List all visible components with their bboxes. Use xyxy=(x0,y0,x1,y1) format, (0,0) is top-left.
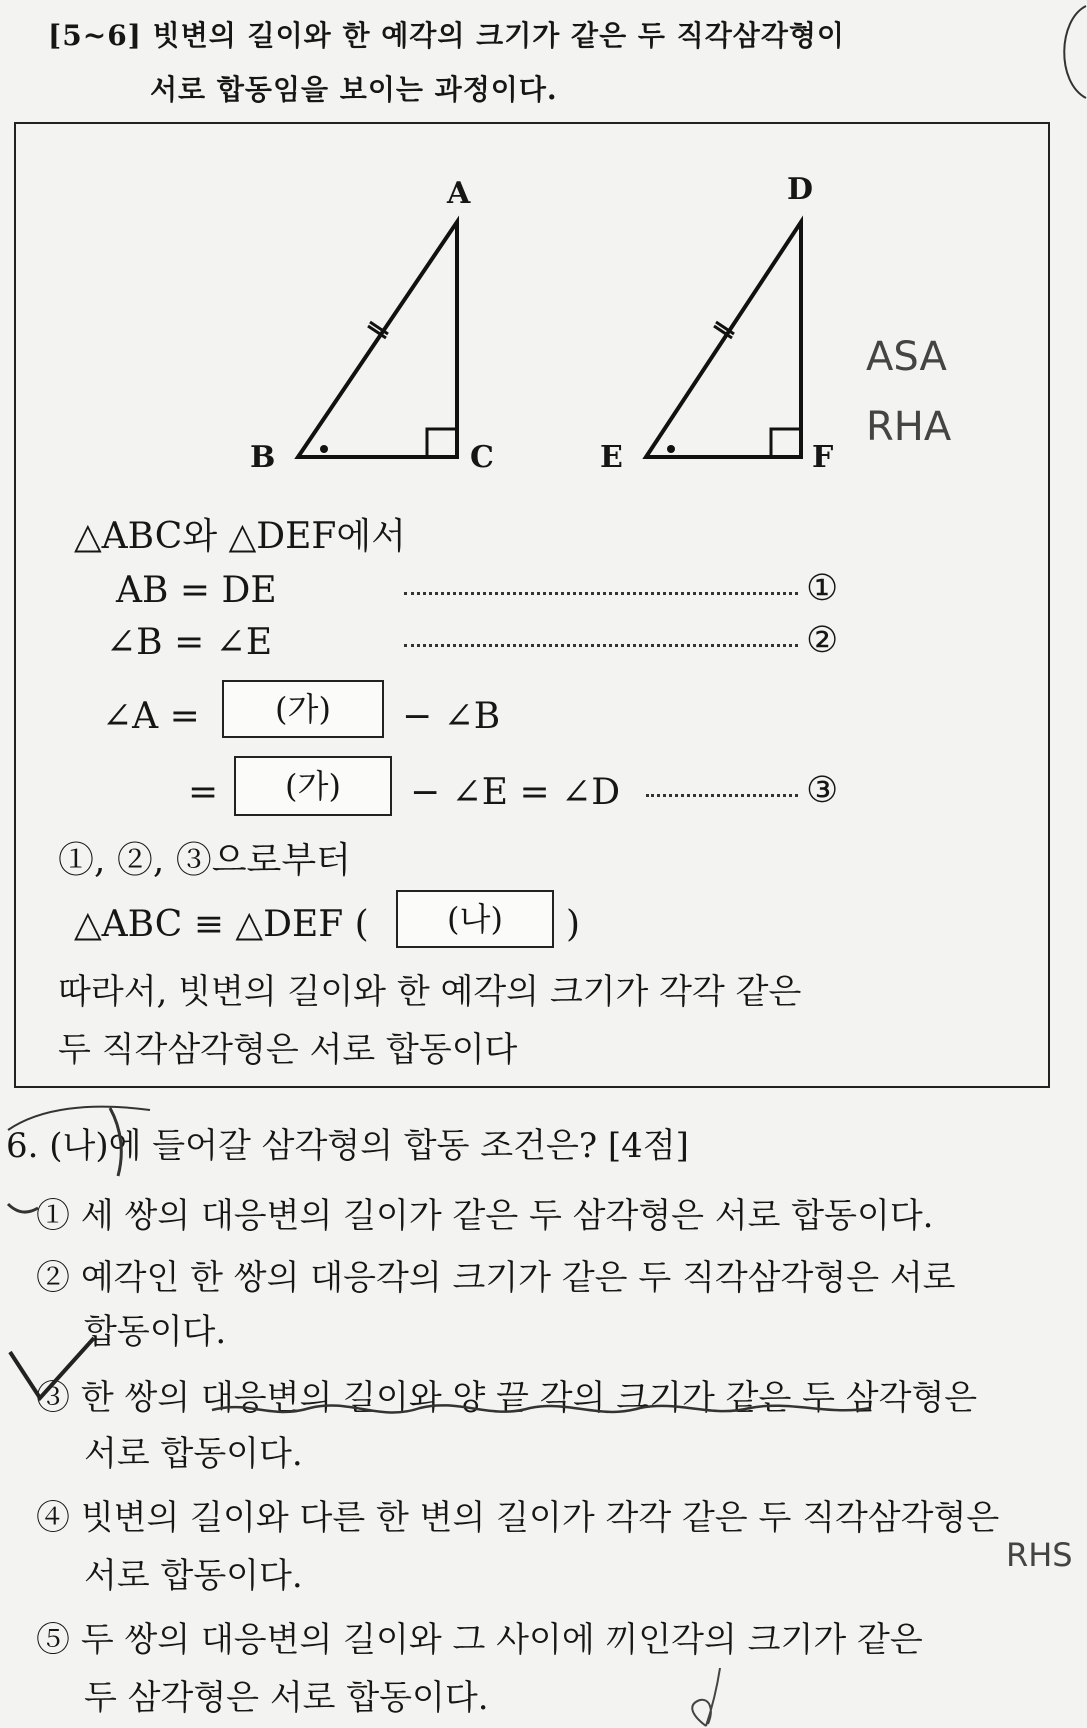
dotted-leader xyxy=(404,644,798,647)
proof-congruence-suffix: ) xyxy=(566,904,581,945)
proof-conclusion-line2: 두 직각삼각형은 서로 합동이다 xyxy=(58,1030,518,1070)
vertex-b-label: B xyxy=(250,440,276,475)
choice-3-continuation: 서로 합동이다. xyxy=(84,1434,303,1474)
handwritten-asa: ASA xyxy=(866,334,947,380)
handwritten-circle-mark xyxy=(1048,2,1087,102)
triangle-abc xyxy=(298,222,457,457)
dotted-leader xyxy=(404,592,798,595)
problem-header-line2: 서로 합동임을 보이는 과정이다. xyxy=(150,73,558,106)
choice-text: 빗변의 길이와 다른 한 변의 길이가 각각 같은 두 직각삼각형은 xyxy=(80,1498,1000,1538)
handwritten-underline xyxy=(210,1396,890,1426)
proof-line3-suffix: − ∠B xyxy=(402,696,501,737)
proof-line1: AB = DE xyxy=(116,570,277,611)
proof-line4-suffix: − ∠E = ∠D xyxy=(410,772,621,813)
handwritten-checkmark xyxy=(6,1330,102,1406)
choice-number: ③ xyxy=(36,1378,70,1418)
handwritten-arrow-mark xyxy=(4,1196,44,1226)
mark-1: ① xyxy=(806,568,839,609)
handwritten-rhs: RHS xyxy=(1006,1536,1073,1574)
choice-4-continuation: 서로 합동이다. xyxy=(84,1556,303,1596)
vertex-c-label: C xyxy=(470,440,494,475)
choice-text: 한 쌍의 대응변의 길이와 양 끝 각의 크기가 같은 두 삼각형은 xyxy=(80,1378,978,1418)
problem-header-line1: [5~6] 빗변의 길이와 한 예각의 크기가 같은 두 직각삼각형이 xyxy=(48,19,845,52)
choice-4[interactable] xyxy=(36,1490,999,1539)
triangle-def xyxy=(646,222,801,457)
blank-na-box: (나) xyxy=(396,890,554,948)
proof-intro: △ABC와 △DEF에서 xyxy=(74,516,406,557)
choice-text: 두 쌍의 대응변의 길이와 그 사이에 끼인각의 크기가 같은 xyxy=(80,1620,923,1660)
handwritten-curve-mark xyxy=(0,1090,160,1180)
choice-5-continuation: 두 삼각형은 서로 합동이다. xyxy=(84,1678,489,1718)
proof-line2: ∠B = ∠E xyxy=(106,622,273,663)
choice-2[interactable] xyxy=(36,1250,956,1299)
choice-number: ④ xyxy=(36,1498,70,1538)
triangle-figure xyxy=(220,160,880,480)
proof-congruence-prefix: △ABC ≡ △DEF ( xyxy=(74,904,369,945)
mark-2: ② xyxy=(806,620,839,661)
choice-number: ① xyxy=(36,1196,70,1236)
vertex-f-label: F xyxy=(812,440,834,475)
choice-2-continuation: 합동이다. xyxy=(84,1312,227,1352)
choice-number: ② xyxy=(36,1258,70,1298)
mark-3: ③ xyxy=(806,770,839,811)
handwritten-scribble xyxy=(680,1664,740,1728)
choice-text: 세 쌍의 대응변의 길이가 같은 두 삼각형은 서로 합동이다. xyxy=(80,1196,934,1236)
proof-conclusion-line1: 따라서, 빗변의 길이와 한 예각의 크기가 각각 같은 xyxy=(58,972,802,1012)
question-stem: 6. (나)에 들어갈 삼각형의 합동 조건은? [4점] xyxy=(6,1126,689,1166)
proof-line4-prefix: = xyxy=(188,772,219,813)
dotted-leader xyxy=(646,794,798,797)
handwritten-rha: RHA xyxy=(866,404,952,450)
vertex-a-label: A xyxy=(447,176,471,211)
proof-line3-prefix: ∠A = xyxy=(102,696,200,737)
choice-1[interactable] xyxy=(36,1188,934,1237)
vertex-d-label: D xyxy=(787,172,814,207)
vertex-e-label: E xyxy=(600,440,623,475)
blank-ga-box: (가) xyxy=(234,756,392,816)
choice-text: 예각인 한 쌍의 대응각의 크기가 같은 두 직각삼각형은 서로 xyxy=(80,1258,956,1298)
proof-from: ①, ②, ③으로부터 xyxy=(58,840,351,881)
choice-5[interactable] xyxy=(36,1612,923,1661)
blank-ga-box: (가) xyxy=(222,680,384,738)
choice-number: ⑤ xyxy=(36,1620,70,1660)
